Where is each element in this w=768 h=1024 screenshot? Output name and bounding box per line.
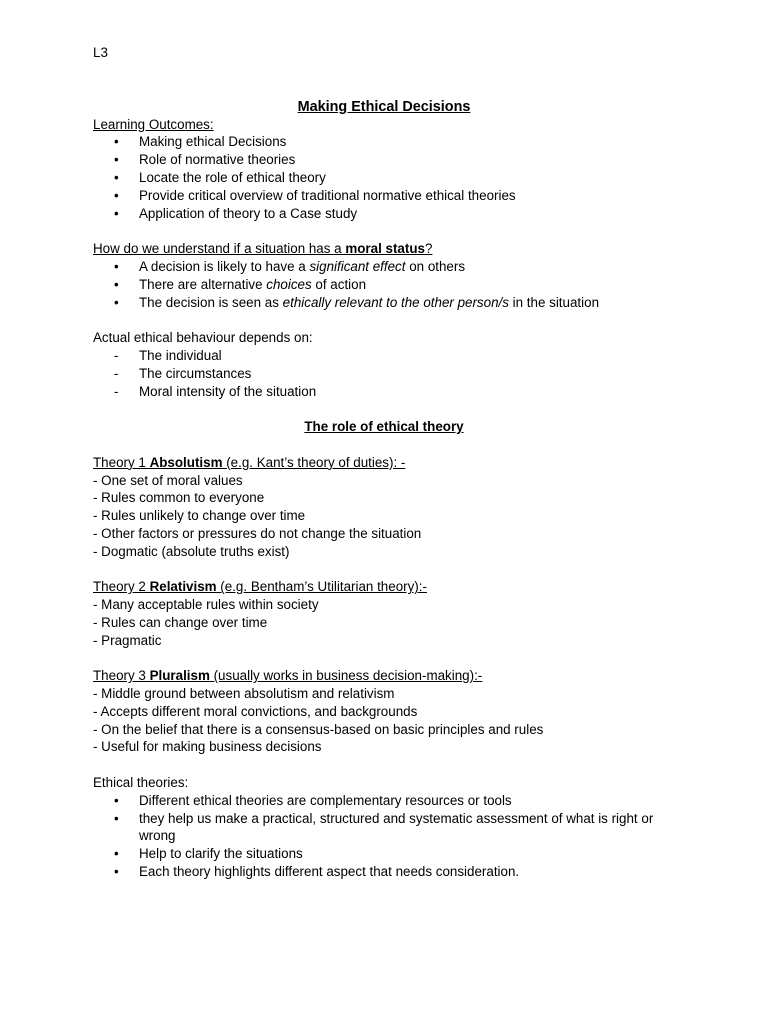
list-item: [93, 169, 713, 187]
document-title: [93, 98, 675, 116]
theory-prefix: Theory 1: [93, 454, 150, 470]
list-item-text: Moral intensity of the situation: [139, 383, 317, 399]
lecture-code: L3: [93, 45, 108, 60]
bullet-icon: •: [114, 294, 119, 310]
dash-marker: -: [114, 347, 119, 363]
bullet-icon: •: [114, 276, 119, 292]
theory-name: Pluralism: [149, 668, 210, 684]
theory-heading: [93, 667, 713, 685]
item-emphasis: significant effect: [309, 258, 406, 274]
item-emphasis: choices: [266, 276, 312, 292]
list-item: [93, 383, 713, 401]
ethical-theories-heading: Ethical theories:: [93, 775, 189, 791]
theory-name: Relativism: [149, 579, 217, 595]
moral-status-question: [93, 240, 713, 258]
bullet-icon: •: [114, 134, 119, 150]
list-item-text: Help to clarify the situations: [139, 846, 303, 862]
theory-point: - One set of moral values: [93, 472, 243, 488]
moral-status-list: [93, 258, 713, 311]
bullet-icon: •: [114, 258, 119, 274]
theory-point: - Useful for making business decisions: [93, 739, 322, 755]
list-item: [93, 792, 713, 810]
list-item: [93, 810, 679, 846]
list-item-text: The circumstances: [139, 365, 252, 381]
dash-marker: -: [114, 365, 119, 381]
list-item-text: Making ethical Decisions: [139, 134, 287, 150]
list-item: [93, 133, 713, 151]
theory-prefix: Theory 3: [93, 668, 150, 684]
theory-point: - Middle ground between absolutism and relativism: [93, 686, 395, 702]
list-item: [93, 347, 713, 365]
title-text: Making Ethical Decisions: [297, 98, 471, 115]
list-item-text: Different ethical theories are complementary resources or tools: [139, 792, 512, 808]
theory-suffix: (e.g. Bentham’s Utilitarian theory):-: [216, 579, 427, 595]
list-item: [93, 205, 713, 223]
bullet-icon: •: [114, 864, 119, 880]
theory-point: - Rules can change over time: [93, 614, 268, 630]
ethical-theories-list: [93, 792, 713, 881]
list-item-text: Provide critical overview of traditional normative ethical theories: [139, 187, 516, 203]
item-emphasis: ethically relevant to the other person/s: [282, 294, 509, 310]
list-item: [93, 151, 713, 169]
question-suffix: ?: [424, 241, 433, 257]
bullet-icon: •: [114, 187, 119, 203]
list-item-text: they help us make a practical, structured and systematic assessment of what is right or wrong: [139, 810, 654, 844]
role-heading: [93, 418, 675, 436]
bullet-icon: •: [114, 152, 119, 168]
list-item-text: Each theory highlights different aspect that needs consideration.: [139, 864, 520, 880]
learning-outcomes-heading-text: Learning Outcomes:: [93, 116, 214, 132]
list-item: [93, 365, 713, 383]
list-item: [93, 863, 713, 881]
theory-point: - Rules unlikely to change over time: [93, 508, 306, 524]
learning-outcomes-heading: [93, 116, 713, 134]
theory-heading: [93, 454, 713, 472]
list-item-text: Application of theory to a Case study: [139, 205, 358, 221]
list-item-text: Locate the role of ethical theory: [139, 169, 326, 185]
list-item: [93, 294, 713, 312]
list-item: [93, 187, 713, 205]
dash-marker: -: [114, 383, 119, 399]
question-prefix: How do we understand if a situation has a: [93, 241, 346, 257]
theory-point: - On the belief that there is a consensus-based on basic principles and rules: [93, 721, 544, 737]
bullet-icon: •: [114, 792, 119, 808]
behaviour-list: [93, 347, 713, 400]
theory-suffix: (e.g. Kant’s theory of duties): -: [222, 454, 406, 470]
role-heading-text: The role of ethical theory: [304, 419, 464, 435]
list-item-text: The individual: [139, 347, 222, 363]
theory-point: - Rules common to everyone: [93, 490, 265, 506]
bullet-icon: •: [114, 205, 119, 221]
list-item: [93, 258, 713, 276]
theory-prefix: Theory 2: [93, 579, 150, 595]
item-text: A decision is likely to have a: [139, 258, 310, 274]
document-page: [93, 44, 713, 881]
theory-heading: [93, 578, 713, 596]
list-item: [93, 845, 713, 863]
theory-point: - Pragmatic: [93, 632, 162, 648]
theory-point: - Many acceptable rules within society: [93, 597, 319, 613]
behaviour-heading: Actual ethical behaviour depends on:: [93, 330, 313, 346]
theory-point: - Dogmatic (absolute truths exist): [93, 543, 290, 559]
item-text: in the situation: [508, 294, 600, 310]
list-item: [93, 276, 713, 294]
item-text: There are alternative: [139, 276, 267, 292]
item-text: of action: [311, 276, 367, 292]
bullet-icon: •: [114, 810, 119, 826]
learning-outcomes-list: [93, 133, 713, 222]
theory-suffix: (usually works in business decision-making):-: [209, 668, 483, 684]
theory-name: Absolutism: [149, 454, 223, 470]
bullet-icon: •: [114, 846, 119, 862]
bullet-icon: •: [114, 169, 119, 185]
question-bold: moral status: [345, 241, 425, 257]
theory-point: - Accepts different moral convictions, and backgrounds: [93, 703, 418, 719]
list-item-text: Role of normative theories: [139, 152, 296, 168]
theory-point: - Other factors or pressures do not change the situation: [93, 525, 422, 541]
item-text: The decision is seen as: [139, 294, 283, 310]
item-text: on others: [405, 258, 466, 274]
